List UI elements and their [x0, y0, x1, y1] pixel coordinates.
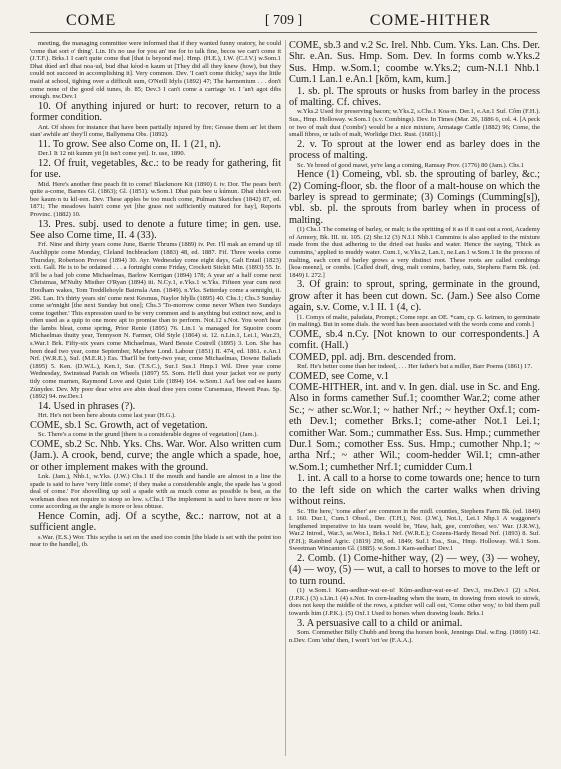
entry-headword-paragraph: COME, sb.2 Sc. Nhb. Yks. Chs. War. Wor. Also written cum (Jam.). A crook, bend, curve; the angle which a spade, hoe, or other implement makes with the ground. [30, 438, 281, 473]
entry-paragraph: Sc. There's a come in the grund [there is a considerable degree of vegetation] (Jam.). [38, 431, 258, 439]
entry-headword-paragraph: COMED, ppl. adj. Brn. descended from. [289, 351, 457, 363]
entry-paragraph: s.War. (E.S.) Wor. This scythe is set on the sned too comin [the blade is set with the point too near to the handle], ib. [30, 533, 281, 549]
entry-paragraph: 3. A persuasive call to a child or animal. [297, 617, 463, 629]
page-number: [ 709 ] [264, 13, 303, 28]
right-column [289, 40, 540, 758]
entry-paragraph: (1) Chs.1 The comeing of barley, or malt; is the spritting of it as if it cast out a root, Academy of Armory, Bk. III. iii. 105. (2) Shr.12 (3) N.I.1 Nhb.1 Cummins is also applied to the mixture made from the dust adhering to the dried oat husks and water. Hence the saying, 'Thick as cummins,' applied to muddy water. Cum.1, w.Yks.2, Lan.1, ne.Lan.1 w.Som.1 In the process of malting, each corn of barley grows a very distinct root. These roots are called combings [koa·meenz], or combs. [Called draff, dreg, malt comins, barley, oats, Stephens Farm Bk. (ed. 1849) I. 272.] [289, 226, 540, 279]
entry-headword-paragraph: COMED, see Come, v.1 [289, 370, 390, 382]
left-column [30, 40, 281, 758]
entry-paragraph: 13. Pres. subj. used to denote a future time; in gen. use. See also Come time, II. 4 (33). [30, 218, 281, 241]
entry-paragraph: Ant. Of shoes for instance that have been partially injured by fire; Grease them an' let them stan' awhile an' they'll come, Ballymena Obs. (1892). [30, 123, 281, 139]
entry-paragraph: Der.1 It 12 nit kumm yit [it isn't come yet]. Ir. use, 1890. [38, 150, 186, 158]
entry-paragraph: Sc. Ye breed of good mawt, ye're lang a coming, Ramsay Prov. (1776) 80 (Jam.). Chs.1 [297, 161, 524, 169]
entry-paragraph: Mid. Here's another fine peach fit to come! Blackmore Kit (1890) I. iv. Dor. The pears ben't quite a-come, Barnes Gl. (1863); Gl. (1851). w.Som.1 Dhai paiz bee u kúmun. Dhai chick·een bee kaum·n tu kil·een. Dev. These apples be too much come, Pulman Sketches (1842) 87, ed. 1871; The meadows hain't come yet [the grass not sufficiently matured for hay], Reports Provinc. (1882) 10. [30, 180, 281, 218]
entry-paragraph: 10. Of anything injured or hurt: to recover, return to a former condition. [30, 100, 281, 124]
entry-paragraph: 3. Of grain: to sprout, spring, germinate in the ground, grow after it has been cut down. Sc. (Jam.) See also Come again, s.v. Come, v.1 II. 1 (4, c). [289, 279, 540, 314]
entry-paragraph: 14. Used in phrases (?). [38, 400, 136, 412]
entry-paragraph: 2. v. To sprout at the lower end as barley does in the process of malting. [289, 138, 540, 162]
entry-paragraph: Som. Commether Billy Chubb and breng tha horsen book, Jennings Dial. w.Eng. (1869) 142. n.Dev. Com 'ethu' then, I won't 'ort 'ee (F.A.A.). [289, 629, 540, 644]
entry-headword-paragraph: COME, sb.4 n.Cy. [Not known to our correspondents.] A comfit. (Hall.) [289, 328, 540, 352]
entry-paragraph: Rnf. He's better come than her indeed, . . . Her father's but a miller, Barr Poems (1861) 17. [297, 363, 533, 371]
entry-headword-paragraph: COME-HITHER, int. and v. In gen. dial. use in Sc. and Eng. Also in forms camether Suf.1; coomther War.2; come ather Sc.; ~ ather sc.Wor.1; ~ hather Nrf.; ~ heyther Oxf.1; com-eth Dev.1; comether Brks.1; come-ather Not.1 Lei.1; comither War. Som.; cummather Ess. Sus. Hmp.; cummether Dur.1 Som.; comother Ess. Sus. Hmp.; cumother Nhp.1; ~ artha Nrf.; ~ ather Wil.; coom-hedder Wil.1; cmn-ather w.Som.1; cumhether Nrf.1; cumidder Cum.1 [289, 382, 540, 473]
entry-paragraph: Sc. 'Hie here,' 'come ather' are common in the midl. counties, Stephens Farm Bk. (ed. 1849) I. 160. Dur.1, Cum.1 Obsol., Der. (T.H.), Not. (J.W.), Not.1, Lei.1 Nhp.1 A waggoner's lengthened imperative to his team would be, 'Haw, halt, gee, com'other, wo.' War. (J.R.W.), War.2 Introd., War.3, se.Wor.1, Brks.1 Nrf. (W.R.E.); Cozens-Hardy Broad Nrf. (1893) 8. Suf. (F.H.); Rainbird Agric. (1819) 290, ed. 1849; Suf.1 Ess., Sus., Hmp. Holloway. Wil.1 Som. Sweetman Wincanton Gl. (1885). w.Som.1 Kam-aedhar! Dev.1 [289, 507, 540, 553]
entry-paragraph: Hence Comin, adj. Of a scythe, &c.: narrow, not at a sufficient angle. [30, 511, 281, 534]
entry-paragraph: (1) w.Som.1 Kam-aedhur-wai·ee-u! Kúm-aedhur-wai·ee-u! Dev.3, nw.Dev.1 (2) s.Not. (J.P.K.) (3) s.Lin.1 (4) s.Not. In corn-leading when the team, in drawing from stowk to stowk, does not keep the middle of the rows, a pitcher will call out, 'Come other woy,' to bid them pull towards him (J.P.K.). (5) Oxf.1 Used to horses when drawing loads. Brks.1 [289, 587, 540, 618]
entry-paragraph: Lnk. (Jam.), Nhb.1, w.Yks. (J.W.) Chs.1 If the mouth and handle are almost in a line the spade is said to have 'very little come'; if they make a considerable angle, the spade has 'a good deal of come.' For shovelling up soil a spade with as much come as possible is best, as the workman does not require to stoop so low. s.Chs.1 The implement is said to have more or less come according as the angle is more or less obtuse. [30, 473, 281, 511]
entry-paragraph: 12. Of fruit, vegetables, &c.: to be ready for gathering, fit for use. [30, 157, 281, 181]
header-left-word: COME [66, 12, 117, 29]
page-header [30, 12, 537, 33]
entry-headword-paragraph: COME, sb.1 Sc. Growth, act of vegetation. [30, 419, 208, 431]
entry-headword-paragraph: COME, sb.3 and v.2 Sc. Irel. Nhb. Cum. Yks. Lan. Chs. Der. Shr. e.An. Sus. Hmp. Som. Dev. In forms comb w.Yks.2 Sus. Hmp. w.Som.1; coombe w.Yks.2; cum-N.I.1 Nhb.1 Cum.1 Lan.1 e.An.1 [kōm, kʌm, kum.] [289, 40, 540, 86]
entry-paragraph: w.Yks.2 Used for preserving bacon; w.Yks.2, s.Chs.1 Koa·m. Der.1, e.An.1 Suf. Côm (F.H.). Sus., Hmp. Holloway. w.Som.1 (s.v. Combings). Dev. In Times (Mar. 26, 1886 6, col. 4. [A peck or two of malt dust ('combs') would be a nice mixture, Armatage Cattle (1882) 96; Come, the small fibres, or tails of malt, Worlidge Dict. Rust. (1681).] [289, 108, 540, 139]
entry-paragraph: [1. Comys of malte, paludata, Prompt.; Come repr. an OE. *cam, cp. G. keimen, to germinate (in malting). But in some dials. the word has been associated with the words come and comb.] [289, 313, 540, 329]
column-divider [285, 40, 286, 756]
header-right-word: COME-HITHER [369, 12, 491, 29]
entry-paragraph: 1. int. A call to a horse to come towards one; hence to turn to the left side on which the carter walks when driving without reins. [289, 473, 540, 508]
entry-paragraph: Frf. Nine and thirty years come June, Barrie Thrums (1889) iv. Per. I'll mak an errand up til Auchlippie come Monday, Cleland Inchbracken (1883) 48, ed. 1887. Fif. Three weeks come Thursday, Robertson Provost (1894) 30. Ayr. Wednesday come eight days, Galt Entail (1823) xvii. Gall. He is to be ordained . . . a fortnight come Friday, Crockett Stickit Min. (1893) 55. Ir. It'll be a bad job come Michaelmas, Barlow Kerrigan (1894) 178; A year an' a half come next Christmas, M'Nulty Misther O'Ryan (1894) iii. N.Cy.1, e.Yks.1 w.Yks. Fifteen year cum next Hoolham wakes, Tom Treddlehoyle Bairnsla Ann. (1849). n.Yks. Setterday come a sennight, ii. 296. Lan. It's thirty years sin' come next Kesmus, Naylor Idylls (1895) 40. Chs.1; Chs.3 Sunday come se'nnight [the next Sunday but one]; Chs.3 'To-morrow come never When two Sundays come together.' This expression used to be very common and is anything but extinct now, and is often used as a quip to one more apt to promise than to perform. Not.12 s.Not. You won't hear the lambs bleat, come spring, Prior Renie (1895) 76. Lin.1 'a managed for Squoire coom Michaelmas thutty year, Tennyson N. Farmer, Old Style (1864) st. 12. n.Lin.1, Lei.1, War.23, s.War.1 Brk. Fifty-six years come Michaelmas, Ward Bessie Costrell (1895) 3. Lon. She has been dead two year, come September, Mayhew Lond. Labour (1851) II. 474, ed. 1861. e.An.1 Nrf. (W.R.E.), Suf. (M.E.R.) Ess. That'll be forty-two year, come Michaelmas, Downe Ballads (1895) 5. Ken. (D.W.L.), Ken.1, Sur. (T.S.C.), Sur.1 Sus.1 Hmp.1 Wil. Dree year come Wednesday, Swinstead Parish on Wheels (1897) 55. Som. He'll dust your jacket vor ee purty tidy come marnen, Raymond Love and Quiet Life (1894) 164. w.Som.1 Aa'l bee rad·ee kaum Zúnydee. Dev. My poor dear wive ave abin dead dree yers come Cursemass, Hewett Peas. Sp. (1892) 94. nw.Dev.1 [30, 241, 281, 401]
entry-paragraph: Hrt. He's not been here abouts come last year (H.G.). [38, 412, 176, 420]
entry-paragraph: 2. Comb. (1) Come-hither way, (2) — wey, (3) — wohey, (4) — woy, (5) — wut, a call to horses to move to the left or to turn round. [289, 553, 540, 587]
entry-paragraph: meeting, the managing committee were informed that if they wanted funny oratory, he could 'come that sort o' thing'. Lin. It's no use for you an' me for to talk fine, becos we can't come it (J.T.F.). Brks.1 I can't quite come that [that is beyond me]. Hmp. (H.E.), I.W. (C.J.V.) w.Som.1 Dhai dúed an'l dhai noa·ud, bud dhai kéod·n kaum ut [They did all they knew (how), but they could not succeed in accomplishing it]. Very common. Dev. 'I can't come thicky,' says the little maid at school, tighing over a difficult sum, O'Neill Idyls (1892) 47; The harmonium . . . don't come none of the good old tunes, ib. 85; Dev.3 I can't come a carriage 'et. I 'an't agot dibs enough. nw.Dev.1 [30, 40, 281, 101]
entry-paragraph: Hence (1) Comeing, vbl. sb. the sprouting of barley, &c.; (2) Coming-floor, sb. the floor of a malt-house on which the barley is spread to germinate; (3) Comings (Cumming[s]), vbl. sb. pl. the sprouts from barley when in process of malting. [289, 169, 540, 226]
entry-paragraph: 11. To grow. See also Come on, II. 1 (21, n). [38, 138, 221, 150]
entry-paragraph: 1. sb. pl. The sprouts or husks from barley in the process of malting. Cf. chives. [289, 85, 540, 109]
